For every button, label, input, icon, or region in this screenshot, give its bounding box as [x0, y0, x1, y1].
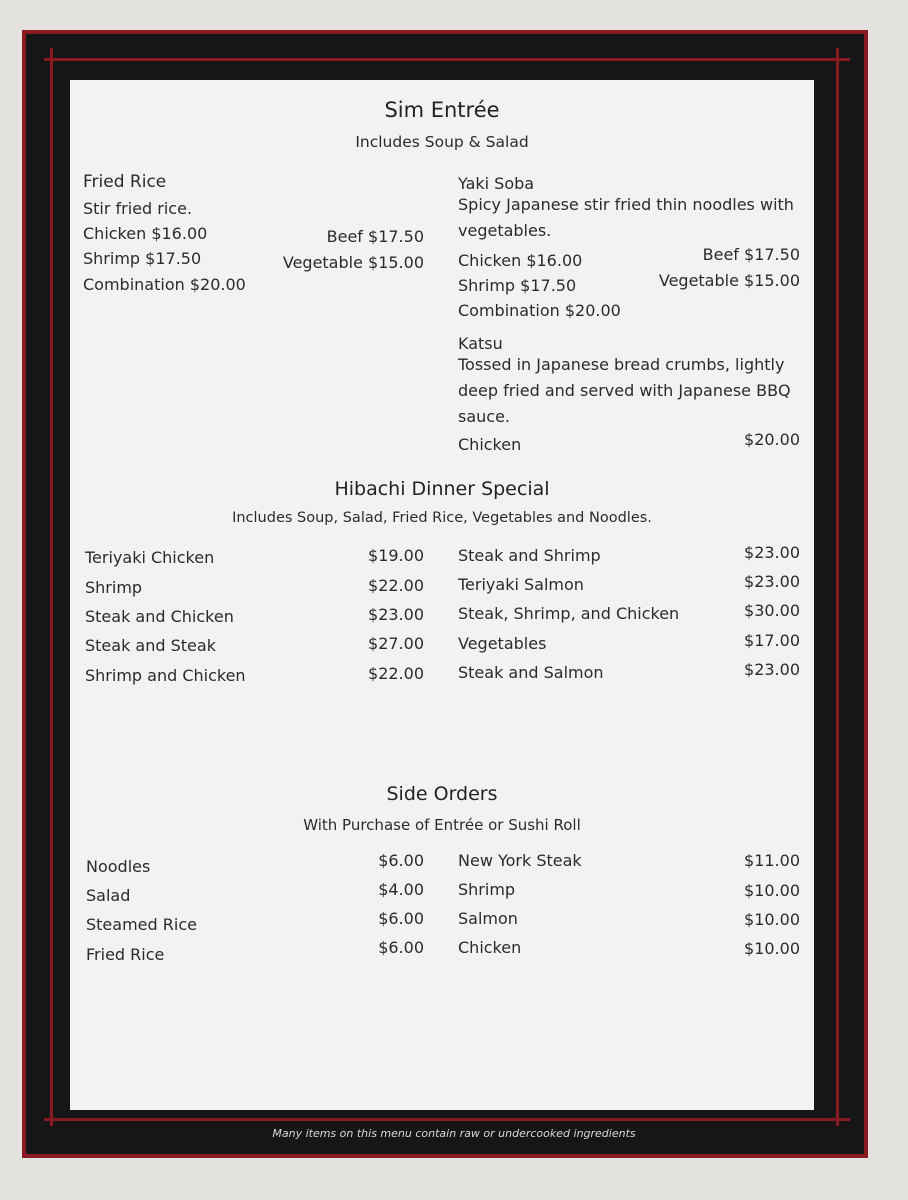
menu-item-name: Teriyaki Chicken: [85, 548, 215, 567]
menu-page: [70, 80, 814, 1110]
dish-name-yaki-soba: Yaki Soba: [458, 174, 535, 193]
menu-item-price: $19.00: [368, 546, 424, 565]
desc-line: Tossed in Japanese bread crumbs, lightly: [458, 355, 785, 374]
option-fried-rice-combination: Combination $20.00: [83, 275, 246, 294]
section-subtitle-sides: With Purchase of Entrée or Sushi Roll: [303, 816, 581, 834]
menu-item-name: Teriyaki Salmon: [458, 575, 584, 594]
menu-item-price: $10.00: [744, 910, 800, 929]
section-title-sim-entree: Sim Entrée: [384, 98, 500, 122]
desc-line: deep fried and served with Japanese BBQ: [458, 381, 791, 400]
menu-item-price: $10.00: [744, 939, 800, 958]
dish-name-fried-rice: Fried Rice: [83, 172, 167, 192]
menu-item-price: $4.00: [378, 880, 424, 899]
option-yaki-soba-combination: Combination $20.00: [458, 301, 621, 320]
desc-line: sauce.: [458, 407, 511, 426]
menu-item-name: Fried Rice: [86, 945, 165, 964]
option-katsu-chicken: Chicken: [458, 435, 522, 454]
menu-item-price: $10.00: [744, 881, 800, 900]
desc-line: vegetables.: [458, 221, 552, 240]
option-yaki-soba-chicken: Chicken $16.00: [458, 251, 583, 270]
menu-item-price: $23.00: [744, 572, 800, 591]
option-yaki-soba-vegetable: Vegetable $15.00: [658, 271, 800, 290]
menu-item-price: $17.00: [744, 631, 800, 650]
footer-disclaimer: Many items on this menu contain raw or undercooked ingredients: [272, 1127, 636, 1140]
menu-item-name: Noodles: [86, 857, 151, 876]
dish-desc-katsu: [458, 352, 791, 430]
menu-item-name: Steak and Steak: [85, 636, 216, 655]
menu-item-name: Steamed Rice: [86, 915, 197, 934]
menu-item-price: $22.00: [368, 664, 424, 683]
desc-line: Spicy Japanese stir fried thin noodles with: [458, 195, 794, 214]
menu-item-name: Salad: [86, 886, 131, 905]
dish-desc-fried-rice: Stir fried rice.: [83, 199, 193, 218]
menu-item-price: $30.00: [744, 601, 800, 620]
option-yaki-soba-shrimp: Shrimp $17.50: [458, 276, 577, 295]
frame-rule-left: [50, 48, 53, 1126]
menu-item-name: Steak and Shrimp: [458, 546, 601, 565]
option-fried-rice-vegetable: Vegetable $15.00: [282, 253, 424, 272]
menu-item-price: $23.00: [368, 605, 424, 624]
menu-item-name: New York Steak: [458, 851, 582, 870]
menu-item-price: $11.00: [744, 851, 800, 870]
menu-item-price: $22.00: [368, 576, 424, 595]
dish-name-katsu: Katsu: [458, 334, 503, 353]
frame-rule-bottom: [44, 1118, 850, 1121]
menu-item-name: Shrimp and Chicken: [85, 666, 246, 685]
menu-item-price: $6.00: [378, 938, 424, 957]
menu-item-price: $27.00: [368, 634, 424, 653]
menu-item-name: Shrimp: [458, 880, 516, 899]
option-fried-rice-chicken: Chicken $16.00: [83, 224, 208, 243]
section-subtitle-hibachi: Includes Soup, Salad, Fried Rice, Vegetables and Noodles.: [232, 510, 652, 526]
option-katsu-price: $20.00: [744, 430, 800, 449]
menu-item-name: Salmon: [458, 909, 518, 928]
menu-item-price: $23.00: [744, 543, 800, 562]
menu-item-price: $6.00: [378, 909, 424, 928]
menu-item-name: Vegetables: [458, 634, 547, 653]
menu-item-name: Steak, Shrimp, and Chicken: [458, 604, 680, 623]
section-subtitle-sim-entree: Includes Soup & Salad: [355, 133, 529, 151]
option-yaki-soba-beef: Beef $17.50: [702, 245, 800, 264]
menu-item-price: $23.00: [744, 660, 800, 679]
dish-desc-yaki-soba: [458, 192, 794, 244]
menu-item-name: Steak and Chicken: [85, 607, 234, 626]
menu-item-name: Steak and Salmon: [458, 663, 604, 682]
section-title-sides: Side Orders: [386, 783, 498, 805]
frame-rule-top: [44, 58, 850, 61]
menu-item-name: Chicken: [458, 938, 522, 957]
option-fried-rice-shrimp: Shrimp $17.50: [83, 249, 202, 268]
frame-rule-right: [836, 48, 839, 1126]
option-fried-rice-beef: Beef $17.50: [326, 227, 424, 246]
section-title-hibachi: Hibachi Dinner Special: [334, 478, 550, 500]
menu-item-name: Shrimp: [85, 578, 143, 597]
menu-item-price: $6.00: [378, 851, 424, 870]
